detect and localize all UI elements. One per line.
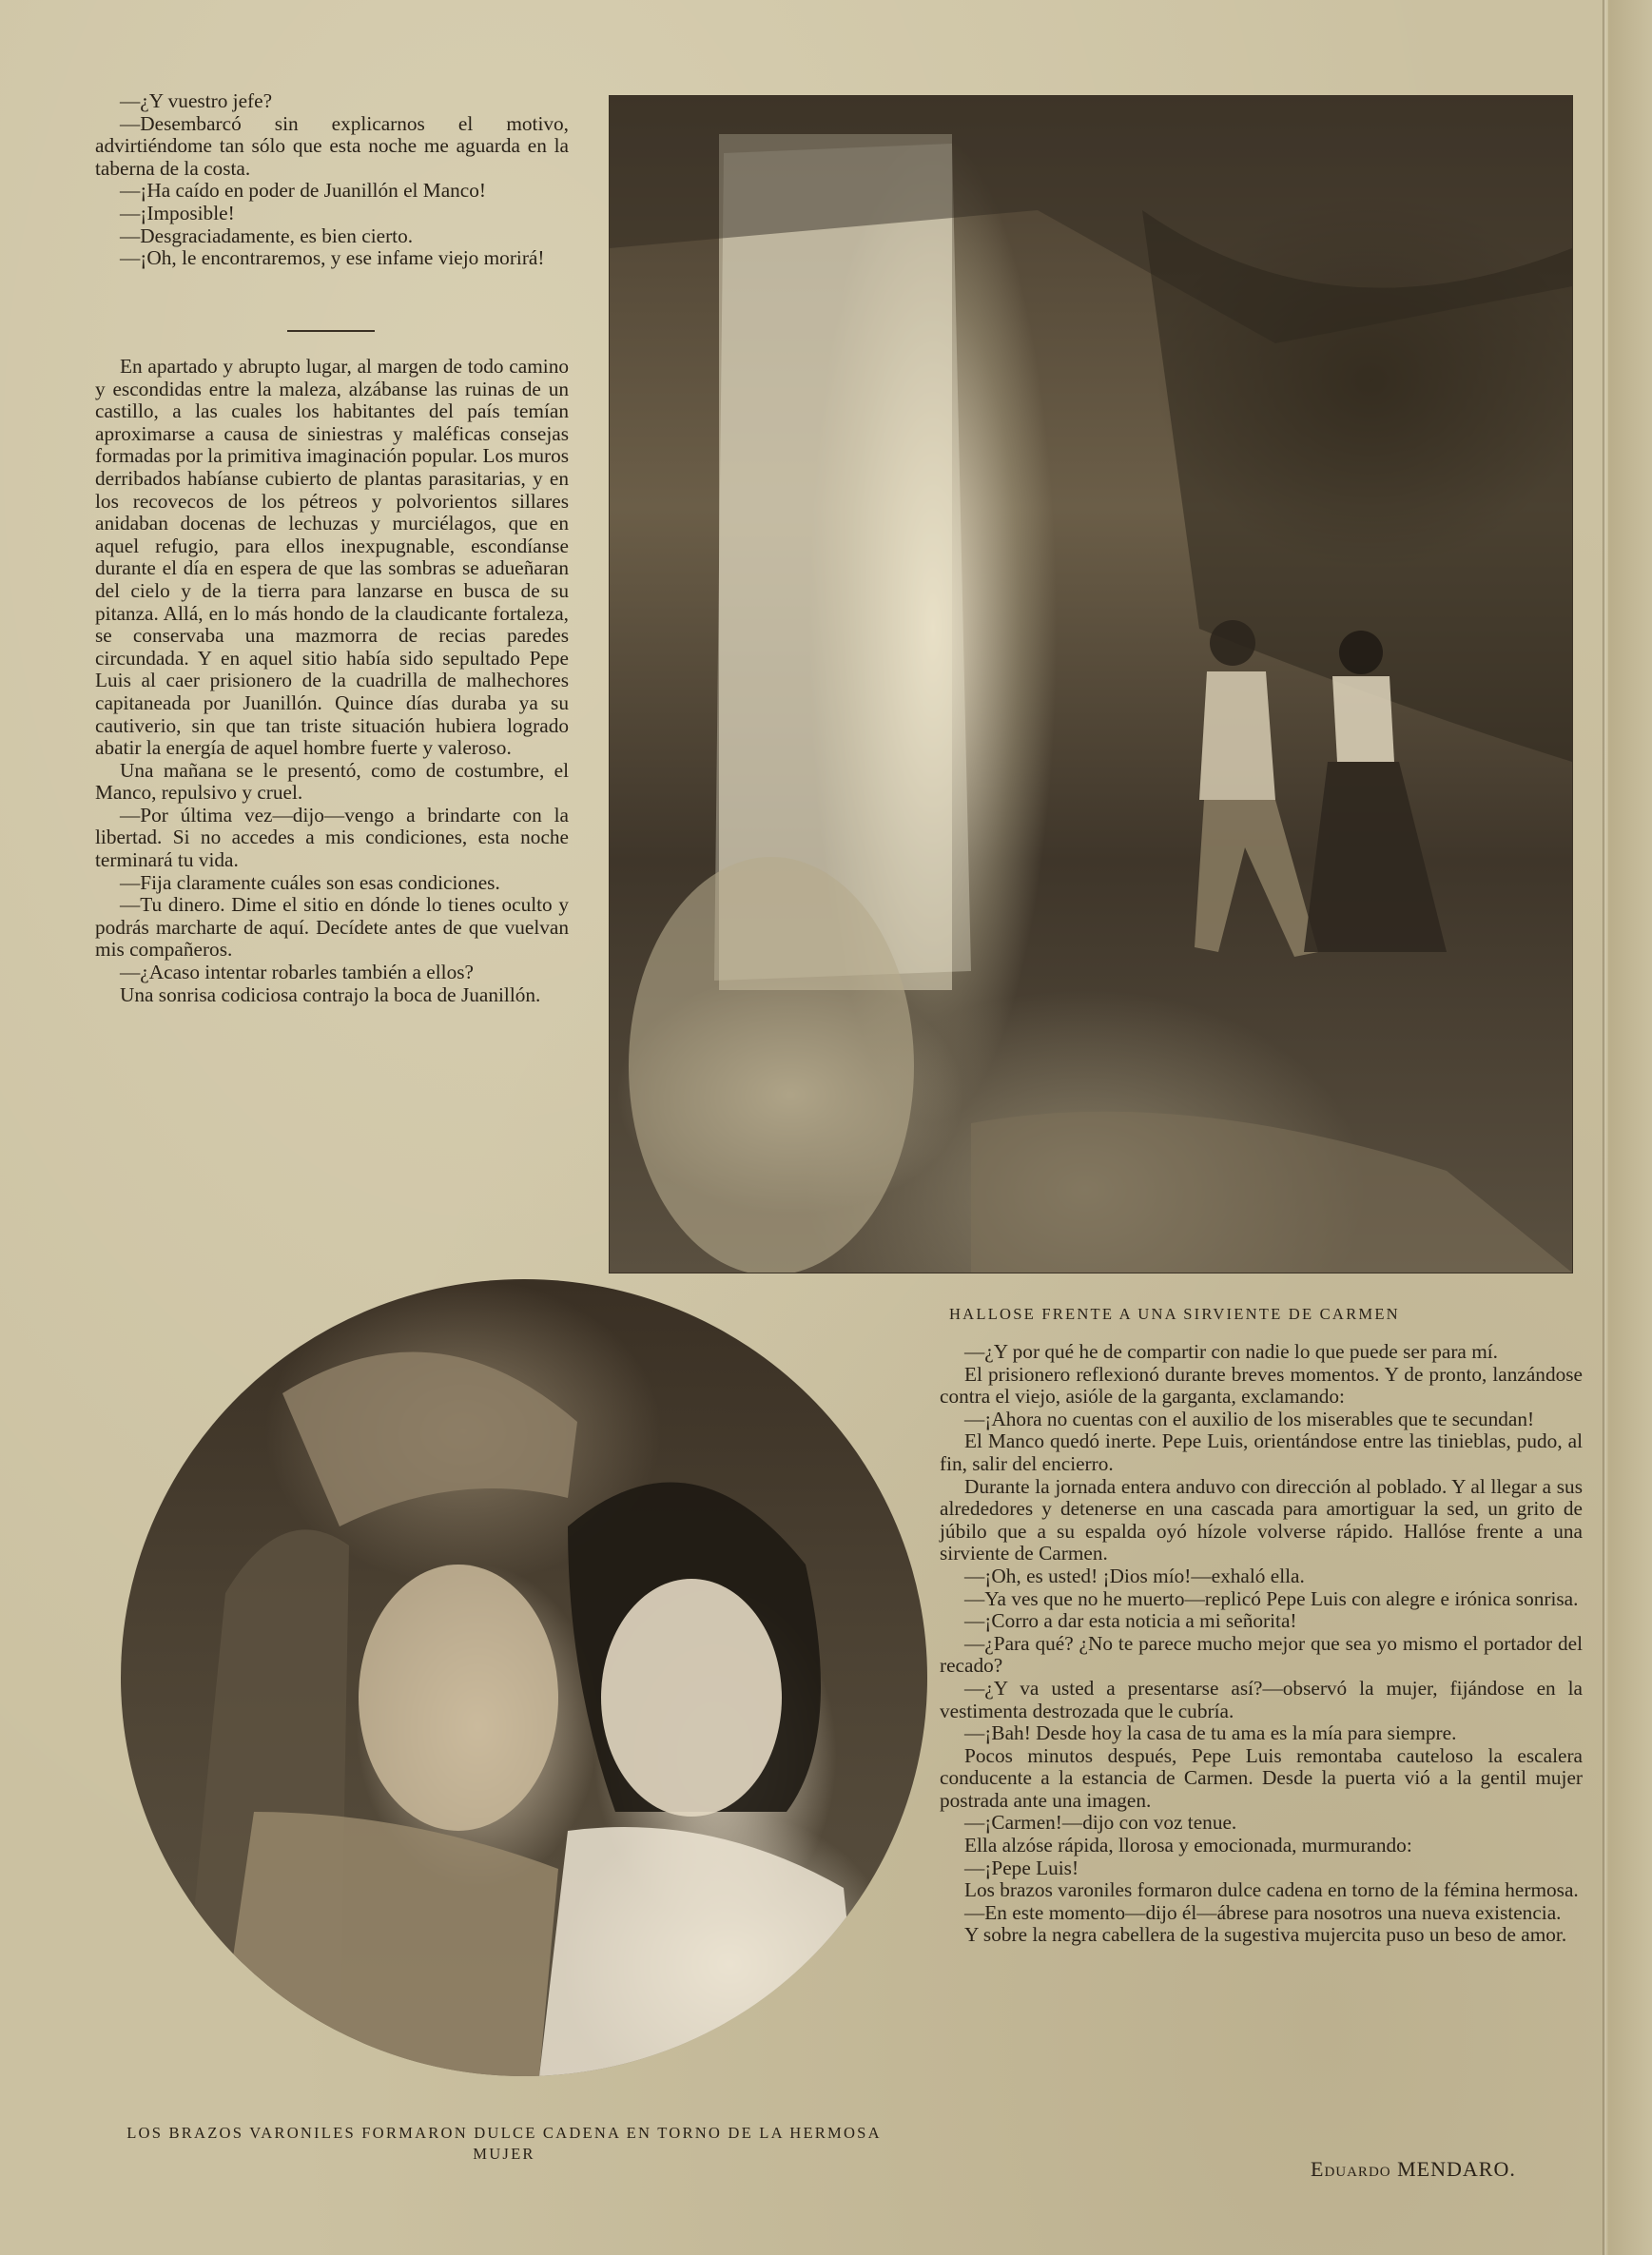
paragraph: —Ya ves que no he muerto—replicó Pepe Luis con alegre e irónica sonrisa. — [964, 1586, 1579, 1610]
right-column-story — [940, 1341, 1583, 1947]
paragraph: —¡Oh, le encontraremos, y ese infame viejo morirá! — [120, 246, 545, 270]
author-signature — [1311, 2157, 1516, 2182]
paragraph: En apartado y abrupto lugar, al margen de todo camino y escondidas entre la maleza, alzábanse las ruinas de un castillo, a las cuales los habitantes del país temían aproximarse a causa de siniestras y maléficas consejas formadas por la primitiva imaginación popular. Los muros derribados habíanse cubierto de plantas parasitarias, y en los recovecos de los pétreos y polvorientos sillares anidaban docenas de lechuzas y murciélagos, que en aquel refugio, para ellos inexpugnable, escondíanse durante el día en espera de que las sombras se adueñaran del cielo y de la tierra para lanzarse en busca de su pitanza. Allá, en lo más hondo de la claudicante fortaleza, se conservaba una mazmorra de recias paredes circundada. Y en aquel sitio había sido sepultado Pepe Luis al caer prisionero de la cuadrilla de malhechores capitaneada por Juanillón. Quince días duraba ya su cautiverio, sin que tan triste situación hubiera logrado abatir la energía de aquel hombre fuerte y valeroso. — [95, 355, 570, 760]
paragraph: —Desgraciadamente, es bien cierto. — [120, 224, 414, 247]
waterfall-photo — [609, 95, 1573, 1273]
paragraph: —¿Y vuestro jefe? — [120, 89, 273, 112]
left-column-story — [95, 356, 569, 1006]
author-last-name: MENDARO. — [1397, 2157, 1516, 2181]
man-figure — [1195, 620, 1318, 957]
paragraph: —Desembarcó sin explicarnos el motivo, advirtiéndome tan sólo que esta noche me aguarda en la taberna de la costa. — [95, 111, 569, 180]
waterfall-caption: HALLOSE FRENTE A UNA SIRVIENTE DE CARMEN — [949, 1305, 1400, 1323]
paragraph: —Por última vez—dijo—vengo a brindarte con la libertad. Si no accedes a mis condiciones, esta noche terminará tu vida. — [95, 803, 569, 872]
paragraph: —¡Pepe Luis! — [964, 1856, 1079, 1879]
left-column-dialogue — [95, 90, 569, 270]
paragraph: —¿Acaso intentar robarles también a ellos? — [120, 961, 474, 984]
paragraph: —¡Corro a dar esta noticia a mi señorita! — [964, 1609, 1297, 1633]
paragraph: —¿Para qué? ¿No te parece mucho mejor que sea yo mismo el portador del recado? — [940, 1631, 1583, 1678]
paragraph: Una mañana se le presentó, como de costumbre, el Manco, repulsivo y cruel. — [95, 758, 569, 805]
paragraph: —En este momento—dijo él—ábrese para nosotros una nueva existencia. — [964, 1900, 1562, 1924]
paragraph: El prisionero reflexionó durante breves momentos. Y de pronto, lanzándose contra el viejo, asióle de la garganta, exclamando: — [940, 1362, 1583, 1409]
paragraph: Pocos minutos después, Pepe Luis remontaba cauteloso la escalera conducente a la estancia de Carmen. Desde la puerta vió a la gentil mujer postrada ante una imagen. — [940, 1743, 1583, 1812]
paragraph: —¡Ha caído en poder de Juanillón el Manco! — [120, 179, 486, 203]
paragraph: Una sonrisa codiciosa contrajo la boca de Juanillón. — [120, 982, 541, 1006]
paragraph: —¡Oh, es usted! ¡Dios mío!—exhaló ella. — [964, 1564, 1305, 1587]
paragraph: Los brazos varoniles formaron dulce cadena en torno de la fémina hermosa. — [964, 1878, 1579, 1902]
paragraph: —¡Carmen!—dijo con voz tenue. — [964, 1811, 1237, 1835]
paragraph: —¡Bah! Desde hoy la casa de tu ama es la mía para siempre. — [964, 1721, 1457, 1745]
paragraph: —¿Y por qué he de compartir con nadie lo que puede ser para mí. — [964, 1340, 1498, 1363]
paragraph: —Tu dinero. Dime el sitio en dónde lo tienes oculto y podrás marcharte de aquí. Decídete antes de que vuelvan mis compañeros. — [95, 893, 569, 962]
couple-portrait-photo — [121, 1279, 927, 2076]
page-fold — [1603, 0, 1606, 2255]
page-edge — [1608, 0, 1652, 2255]
paragraph: —Fija claramente cuáles son esas condiciones. — [120, 870, 500, 894]
paragraph: Durante la jornada entera anduvo con dirección al poblado. Y al llegar a sus alrededores y detenerse en una cascada para amortiguar la sed, un grito de júbilo que a su espalda oyó hízole volverse rápido. Hallóse frente a una sirviente de Carmen. — [940, 1474, 1583, 1565]
paragraph: —¡Ahora no cuentas con el auxilio de los miserables que te secundan! — [964, 1407, 1535, 1430]
couple-caption: LOS BRAZOS VARONILES FORMARON DULCE CADENA EN TORNO DE LA HERMOSA MUJER — [126, 2124, 882, 2163]
section-divider — [287, 330, 375, 332]
paragraph: Y sobre la negra cabellera de la sugestiva mujercita puso un beso de amor. — [964, 1923, 1567, 1947]
paragraph: —¿Y va usted a presentarse así?—observó la mujer, fijándose en la vestimenta destrozada que le cubría. — [940, 1676, 1583, 1722]
paragraph: El Manco quedó inerte. Pepe Luis, orientándose entre las tinieblas, pudo, al fin, salir del encierro. — [940, 1429, 1583, 1475]
paragraph: —¡Imposible! — [120, 201, 235, 224]
author-first-name: Eduardo — [1311, 2157, 1391, 2181]
paragraph: Ella alzóse rápida, llorosa y emocionada, murmurando: — [964, 1834, 1412, 1857]
